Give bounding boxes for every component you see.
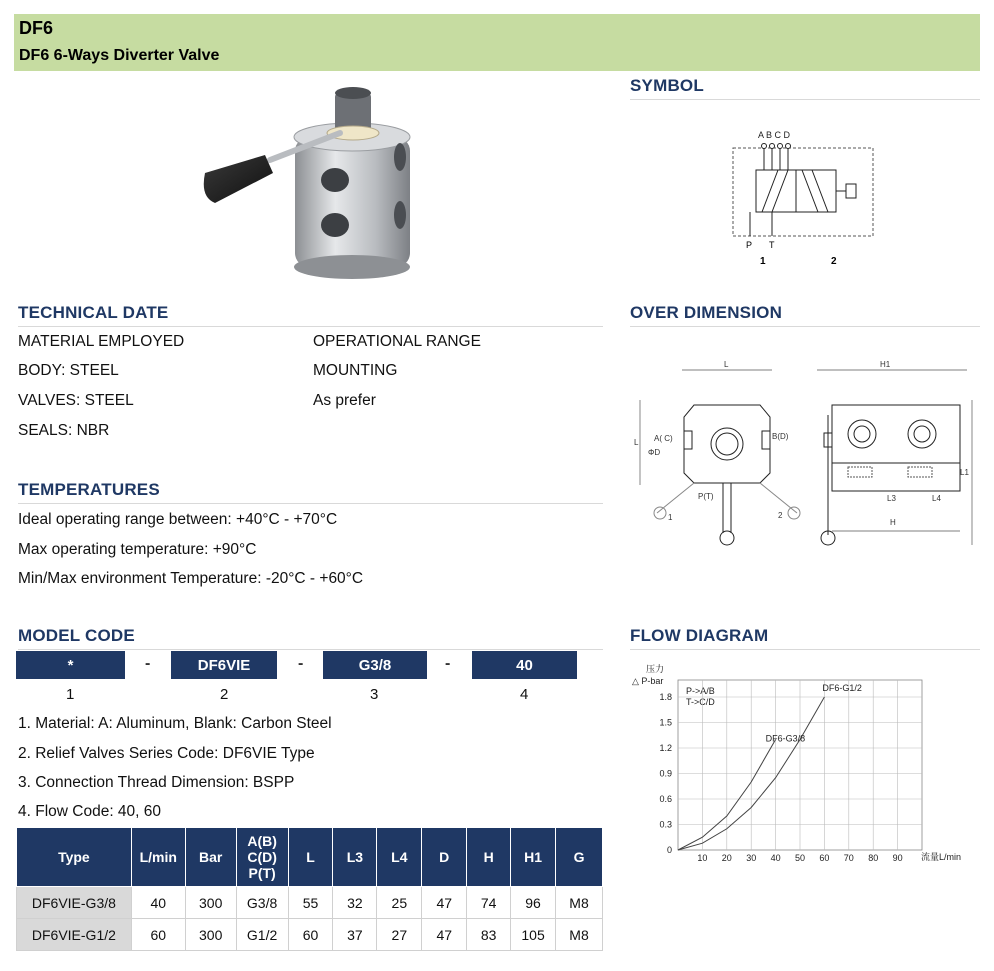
- cell-bar: 300: [185, 887, 236, 919]
- product-code: DF6: [19, 18, 54, 38]
- flow-ylabel: △ P-bar: [632, 676, 664, 686]
- note-4: 4. Flow Code: 40, 60: [18, 803, 162, 820]
- model-code-num-1: 1: [66, 686, 75, 703]
- dim-h1-label: H1: [880, 360, 891, 369]
- over-dimension-drawing: [632, 355, 982, 555]
- flow-x-tick-label: 70: [843, 853, 854, 863]
- model-code-box-3: G3/8: [323, 651, 427, 679]
- th-type: Type: [17, 828, 132, 887]
- over-dimension-heading: OVER DIMENSION: [630, 303, 783, 322]
- spec-table: [16, 827, 603, 951]
- cell-l4: 27: [377, 919, 422, 951]
- dim-l3-label: L3: [887, 494, 896, 503]
- cell-l3: 37: [333, 919, 377, 951]
- symbol-heading: SYMBOL: [630, 76, 704, 95]
- technical-rule: [18, 326, 603, 327]
- flow-annotation-2: T->C/D: [686, 697, 715, 707]
- th-g: G: [556, 828, 603, 887]
- valve-body: [295, 137, 410, 267]
- model-code-rule: [18, 649, 603, 650]
- model-code-num-3: 3: [370, 686, 379, 703]
- tech-left-0: MATERIAL EMPLOYED: [18, 333, 185, 350]
- th-d: D: [422, 828, 467, 887]
- tech-left-2: VALVES: STEEL: [18, 392, 134, 409]
- flow-y-tick-label: 0.3: [659, 819, 672, 830]
- symbol-ports-top: A B C D: [758, 130, 791, 140]
- dim-l4-label: L4: [932, 494, 941, 503]
- cell-type: DF6VIE-G3/8: [17, 887, 132, 919]
- flow-x-tick-label: 50: [794, 853, 806, 863]
- cell-lmin: 40: [131, 887, 185, 919]
- dim-h-label: H: [890, 518, 896, 527]
- flow-x-tick-label: 30: [746, 853, 757, 863]
- symbol-rule: [630, 99, 980, 100]
- th-abcd-line-3: P(T): [248, 865, 276, 881]
- temperature-line-0: Ideal operating range between: +40°C - +70°C: [18, 511, 338, 528]
- cell-h: 74: [467, 887, 511, 919]
- note-2: 2. Relief Valves Series Code: DF6VIE Type: [18, 745, 315, 762]
- technical-heading: TECHNICAL DATE: [18, 303, 169, 322]
- temperature-line-2: Min/Max environment Temperature: -20°C - +60°C: [18, 570, 364, 587]
- table-header-row: [17, 828, 603, 887]
- tech-right-2: As prefer: [313, 392, 376, 409]
- th-abcd-line-2: C(D): [247, 849, 277, 865]
- flow-y-tick-label: 1.2: [659, 743, 672, 753]
- tech-right-1: MOUNTING: [313, 362, 398, 379]
- table-row: [17, 887, 603, 919]
- th-h: H: [467, 828, 511, 887]
- model-code-dash-2: -: [298, 655, 304, 672]
- flow-y-tick-label: 0: [666, 845, 672, 855]
- tech-right-0: OPERATIONAL RANGE: [313, 333, 481, 350]
- flow-x-tick-label: 20: [721, 853, 732, 863]
- flow-series-label-2: DF6-G1/2: [822, 683, 862, 693]
- dim-pos-1: 1: [668, 513, 673, 522]
- hydraulic-symbol: [728, 128, 878, 268]
- model-code-box-4: 40: [472, 651, 577, 679]
- model-code-dash-3: -: [445, 655, 451, 672]
- flow-y-tick-label: 0.6: [659, 794, 672, 804]
- flow-x-tick-label: 60: [819, 853, 830, 863]
- flow-diagram-rule: [630, 649, 980, 650]
- dim-d-label: ΦD: [648, 448, 661, 457]
- th-l3: L3: [333, 828, 377, 887]
- cell-h: 83: [467, 919, 511, 951]
- cell-type: DF6VIE-G1/2: [17, 919, 132, 951]
- cell-thread: G1/2: [236, 919, 288, 951]
- cell-d: 47: [422, 887, 467, 919]
- flow-ylabel-cn: 压力: [646, 664, 665, 674]
- dim-l1-label: L1: [960, 468, 969, 477]
- th-abcd: [236, 828, 288, 887]
- note-3: 3. Connection Thread Dimension: BSPP: [18, 774, 295, 791]
- dim-ac-label: A( C): [654, 434, 673, 443]
- tech-left-1: BODY: STEEL: [18, 362, 119, 379]
- flow-y-tick-label: 0.9: [659, 768, 672, 779]
- cell-l3: 32: [333, 887, 377, 919]
- cell-g: M8: [556, 887, 603, 919]
- th-bar: Bar: [185, 828, 236, 887]
- flow-y-tick-label: 1.8: [659, 692, 672, 702]
- symbol-position-2: 2: [831, 256, 837, 267]
- cell-bar: 300: [185, 919, 236, 951]
- th-abcd-line-1: A(B): [247, 833, 277, 849]
- dim-pos-2: 2: [778, 511, 783, 520]
- temperatures-heading: TEMPERATURES: [18, 480, 160, 499]
- port-lower: [321, 213, 349, 237]
- symbol-position-1: 1: [760, 256, 766, 267]
- cell-l4: 25: [377, 887, 422, 919]
- dim-pt-label: P(T): [698, 492, 714, 501]
- cell-d: 47: [422, 919, 467, 951]
- port-upper: [321, 168, 349, 192]
- dim-l-label: L: [724, 360, 729, 369]
- flow-x-tick-label: 40: [770, 853, 781, 863]
- flow-diagram-heading: FLOW DIAGRAM: [630, 626, 769, 645]
- th-l: L: [288, 828, 333, 887]
- temperatures-rule: [18, 503, 603, 504]
- flow-x-tick-label: 80: [868, 853, 879, 863]
- th-lmin: L/min: [131, 828, 185, 887]
- model-code-heading: MODEL CODE: [18, 626, 135, 645]
- product-subtitle: DF6 6-Ways Diverter Valve: [19, 47, 220, 64]
- flow-y-tick-label: 1.5: [659, 717, 672, 728]
- th-h1: H1: [511, 828, 556, 887]
- tech-left-3: SEALS: NBR: [18, 422, 110, 439]
- model-code-box-1: *: [16, 651, 125, 679]
- cell-l: 55: [288, 887, 333, 919]
- flow-x-tick-label: 10: [697, 853, 708, 863]
- lever-knob: [204, 155, 273, 203]
- model-code-num-2: 2: [220, 686, 229, 703]
- flow-xlabel: 流量L/min: [921, 852, 962, 862]
- temperature-line-1: Max operating temperature: +90°C: [18, 541, 257, 558]
- cell-h1: 96: [511, 887, 556, 919]
- dim-l-side-label: L: [634, 438, 639, 447]
- flow-series-label-1: DF6-G3/8: [765, 733, 806, 744]
- over-dimension-rule: [630, 326, 980, 327]
- model-code-box-2: DF6VIE: [171, 651, 277, 679]
- table-row: [17, 919, 603, 951]
- cell-h1: 105: [511, 919, 556, 951]
- th-l4: L4: [377, 828, 422, 887]
- cell-l: 60: [288, 919, 333, 951]
- flow-diagram-chart: [630, 660, 975, 870]
- flow-x-tick-label: 90: [892, 853, 903, 863]
- symbol-port-t: T: [769, 240, 775, 250]
- product-photo: [195, 85, 430, 285]
- cell-lmin: 60: [131, 919, 185, 951]
- note-1: 1. Material: A: Aluminum, Blank: Carbon Steel: [18, 715, 332, 732]
- symbol-port-p: P: [746, 240, 753, 250]
- model-code-dash-1: -: [145, 655, 151, 672]
- dim-bd-label: B(D): [772, 432, 789, 441]
- cell-thread: G3/8: [236, 887, 288, 919]
- model-code-num-4: 4: [520, 686, 529, 703]
- cell-g: M8: [556, 919, 603, 951]
- flow-annotation-1: P->A/B: [686, 686, 715, 696]
